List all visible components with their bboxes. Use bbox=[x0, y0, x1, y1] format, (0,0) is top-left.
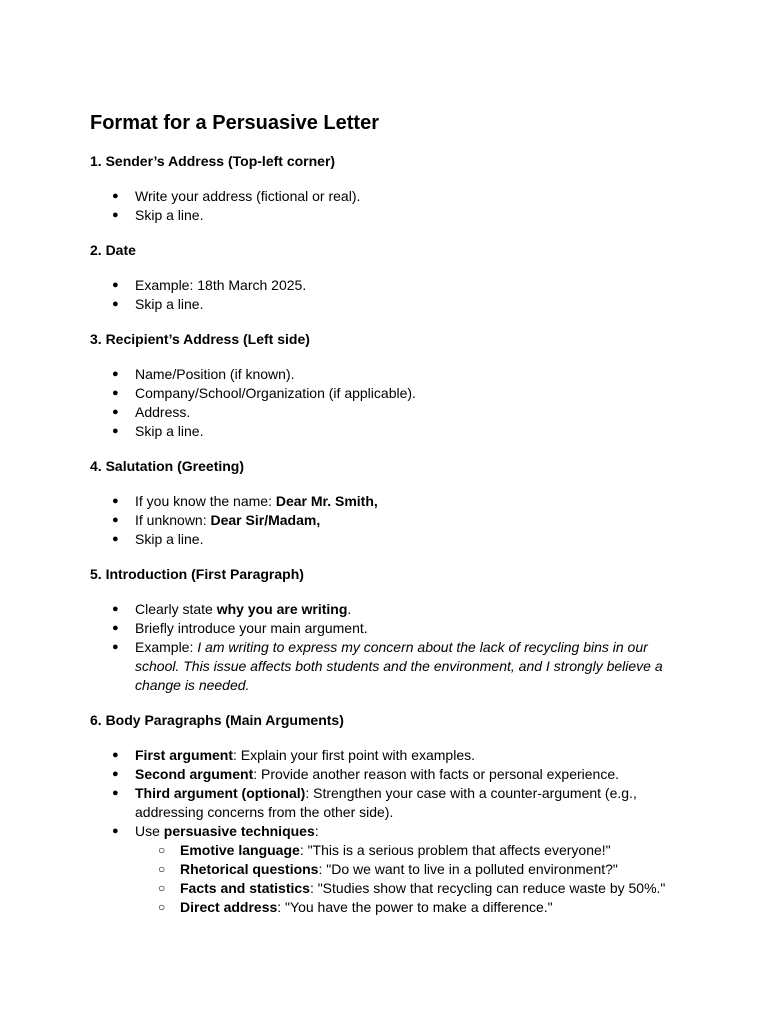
sub-list-item: ○ Facts and statistics: "Studies show that recycling can reduce waste by 50%." bbox=[135, 879, 690, 898]
sub-list-item: ○ Emotive language: "This is a serious problem that affects everyone!" bbox=[135, 841, 690, 860]
document-page bbox=[90, 110, 690, 933]
sub-list-item: ○ Direct address: "You have the power to make a difference." bbox=[135, 898, 690, 917]
bullet-list bbox=[90, 187, 690, 225]
list-item: ● If you know the name: Dear Mr. Smith, bbox=[90, 492, 690, 511]
list-item: ● If unknown: Dear Sir/Madam, bbox=[90, 511, 690, 530]
list-item: ● Briefly introduce your main argument. bbox=[90, 619, 690, 638]
section-heading: 4. Salutation (Greeting) bbox=[90, 458, 245, 474]
sub-list-item: ○ Rhetorical questions: "Do we want to live in a polluted environment?" bbox=[135, 860, 690, 879]
bullet-list bbox=[90, 492, 690, 549]
section-heading: 1. Sender’s Address (Top-left corner) bbox=[90, 153, 336, 169]
list-item: ● Write your address (fictional or real). bbox=[90, 187, 690, 206]
section-heading: 6. Body Paragraphs (Main Arguments) bbox=[90, 712, 344, 728]
list-item: ● Skip a line. bbox=[90, 530, 690, 549]
bullet-list bbox=[90, 746, 690, 917]
list-item: ● Example: I am writing to express my concern about the lack of recycling bins in our school. This issue affects both students and the environment, and I strongly believe a change is needed. bbox=[90, 638, 690, 695]
list-item: ● Company/School/Organization (if applicable). bbox=[90, 384, 690, 403]
list-item: ● First argument: Explain your first point with examples. bbox=[90, 746, 690, 765]
list-item: ● Third argument (optional): Strengthen your case with a counter-argument (e.g., addressing concerns from the other side). bbox=[90, 784, 690, 822]
bullet-list bbox=[90, 276, 690, 314]
list-item: ● Use persuasive techniques: ○ Emotive language: "This is a serious problem that affects everyone!" ○ Rhetorical questions: "Do we want to live in a polluted environment?" ○ Facts and statistics: "Studies show that recycling can reduce waste by 50%." ○ Direct address: "You have the power to make a difference." bbox=[90, 822, 690, 917]
list-item: ● Address. bbox=[90, 403, 690, 422]
section-heading: 2. Date bbox=[90, 242, 136, 258]
page-title: Format for a Persuasive Letter bbox=[90, 112, 379, 134]
section-heading: 5. Introduction (First Paragraph) bbox=[90, 566, 304, 582]
sub-bullet-list bbox=[135, 841, 690, 917]
list-item: ● Skip a line. bbox=[90, 206, 690, 225]
list-item: ● Skip a line. bbox=[90, 295, 690, 314]
bullet-list bbox=[90, 365, 690, 441]
section-heading: 3. Recipient’s Address (Left side) bbox=[90, 331, 310, 347]
list-item: ● Second argument: Provide another reason with facts or personal experience. bbox=[90, 765, 690, 784]
list-item: ● Example: 18th March 2025. bbox=[90, 276, 690, 295]
list-item: ● Skip a line. bbox=[90, 422, 690, 441]
list-item: ● Name/Position (if known). bbox=[90, 365, 690, 384]
list-item: ● Clearly state why you are writing. bbox=[90, 600, 690, 619]
bullet-list bbox=[90, 600, 690, 695]
